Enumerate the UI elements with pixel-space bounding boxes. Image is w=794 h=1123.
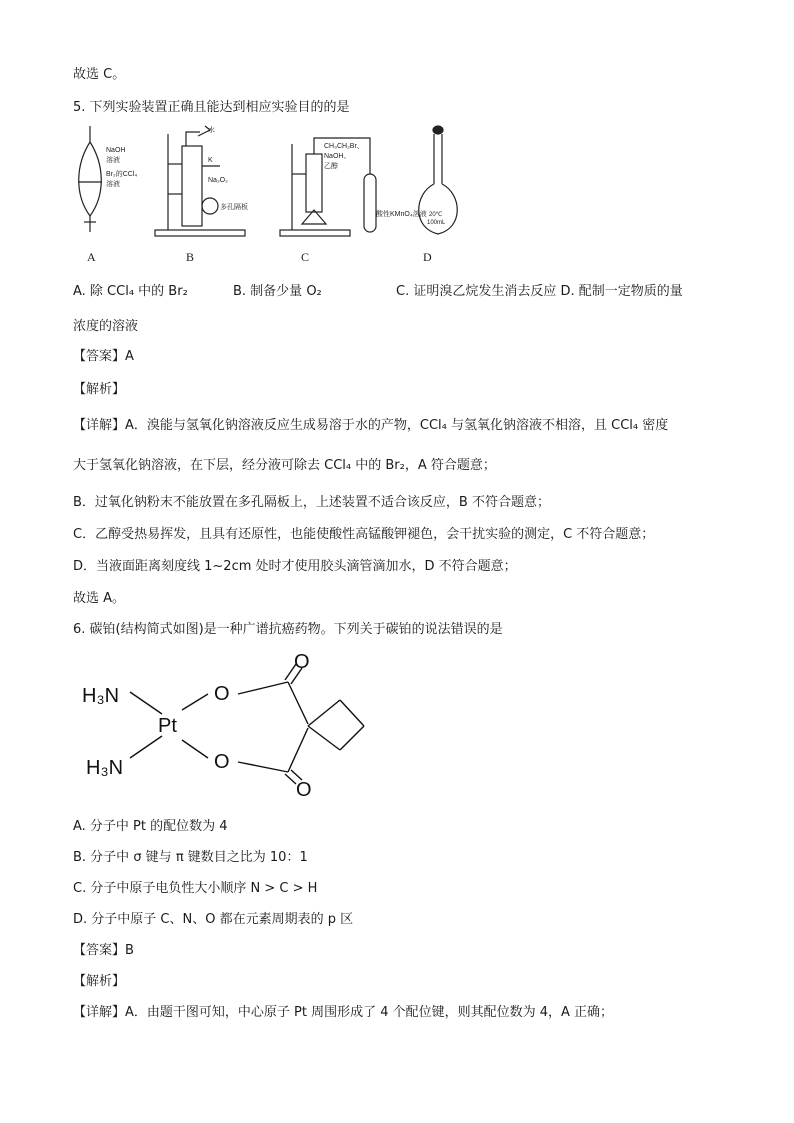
figure-label-b: B: [186, 250, 195, 264]
answer-6: 【答案】B: [73, 943, 134, 958]
detail-5-c: C．乙醇受热易挥发，且具有还原性，也能使酸性高锰酸钾褪色，会干扰实验的测定，C 不符合题意；: [73, 527, 655, 542]
analysis-6-heading: 【解析】: [73, 974, 126, 989]
oxygen-chain-bottom: O: [214, 751, 230, 773]
c-label-kmno4: 酸性KMnO₄溶液: [376, 211, 427, 218]
figure-label-c: C: [301, 250, 310, 264]
a-label-solution-1: 溶液: [106, 157, 120, 164]
q6-option-a: A. 分子中 Pt 的配位数为 4: [73, 819, 228, 834]
apparatus-figure: [70, 124, 460, 244]
analysis-5-heading: 【解析】: [73, 382, 126, 397]
question-5-stem: 5. 下列实验装置正确且能达到相应实验目的的是: [73, 100, 350, 115]
q5-option-a: A. 除 CCl₄ 中的 Br₂: [73, 284, 188, 299]
b-label-k: K: [208, 157, 213, 164]
oxygen-carbonyl-top: O: [294, 651, 310, 673]
line-conclusion-2: 故选 A。: [73, 591, 126, 606]
b-label-water: 水: [208, 127, 215, 134]
q6-option-b: B. 分子中 σ 键与 π 键数目之比为 10：1: [73, 850, 308, 865]
detail-6-a: 【详解】A．由题干图可知，中心原子 Pt 周围形成了 4 个配位键，则其配位数为 4，A 正确；: [73, 1005, 614, 1020]
q6-option-d: D. 分子中原子 C、N、O 都在元素周期表的 p 区: [73, 912, 354, 927]
c-label-bromoethane: CH₃CH₂Br、: [324, 143, 364, 150]
a-label-solution-2: 溶液: [106, 181, 120, 188]
pt-atom: Pt: [158, 715, 177, 737]
figure-label-a: A: [87, 250, 96, 264]
nh3-bottom: H₃N: [86, 757, 124, 779]
b-label-porous-plate: 多孔隔板: [220, 204, 248, 211]
answer-5: 【答案】A: [73, 349, 134, 364]
oxygen-chain-top: O: [214, 683, 230, 705]
a-label-br2-ccl4: Br₂的CCl₄: [106, 171, 138, 178]
d-label-volume: 100mL: [427, 220, 446, 226]
q5-option-b: B. 制备少量 O₂: [233, 284, 322, 299]
q6-option-c: C. 分子中原子电负性大小顺序 N > C > H: [73, 881, 318, 896]
q5-option-d-continued: 浓度的溶液: [73, 319, 139, 334]
figure-label-d: D: [423, 250, 432, 264]
question-6-stem: 6. 碳铂(结构简式如图)是一种广谱抗癌药物。下列关于碳铂的说法错误的是: [73, 622, 503, 637]
detail-5-a-line2: 大于氢氧化钠溶液，在下层，经分液可除去 CCl₄ 中的 Br₂，A 符合题意；: [73, 458, 496, 473]
b-label-na2o2: Na₂O₂: [208, 177, 228, 184]
d-label-temp: 20℃: [429, 212, 443, 218]
line-conclusion-1: 故选 C。: [73, 67, 126, 82]
c-label-ethanol: 乙醇: [324, 163, 338, 170]
q5-option-c-d: C. 证明溴乙烷发生消去反应 D. 配制一定物质的量: [396, 284, 683, 299]
detail-5-a-line1: 【详解】A．溴能与氢氧化钠溶液反应生成易溶于水的产物，CCl₄ 与氢氧化钠溶液不相溶，且 CCl₄ 密度: [73, 418, 669, 433]
nh3-top: H₃N: [82, 685, 120, 707]
detail-5-b: B．过氧化钠粉末不能放置在多孔隔板上，上述装置不适合该反应，B 不符合题意；: [73, 495, 550, 510]
carboplatin-structure: [78, 650, 378, 802]
detail-5-d: D．当液面距离刻度线 1~2cm 处时才使用胶头滴管滴加水，D 不符合题意；: [73, 559, 517, 574]
c-label-naoh: NaOH、: [324, 153, 351, 160]
oxygen-carbonyl-bottom: O: [296, 779, 312, 801]
a-label-naoh: NaOH: [106, 147, 126, 154]
